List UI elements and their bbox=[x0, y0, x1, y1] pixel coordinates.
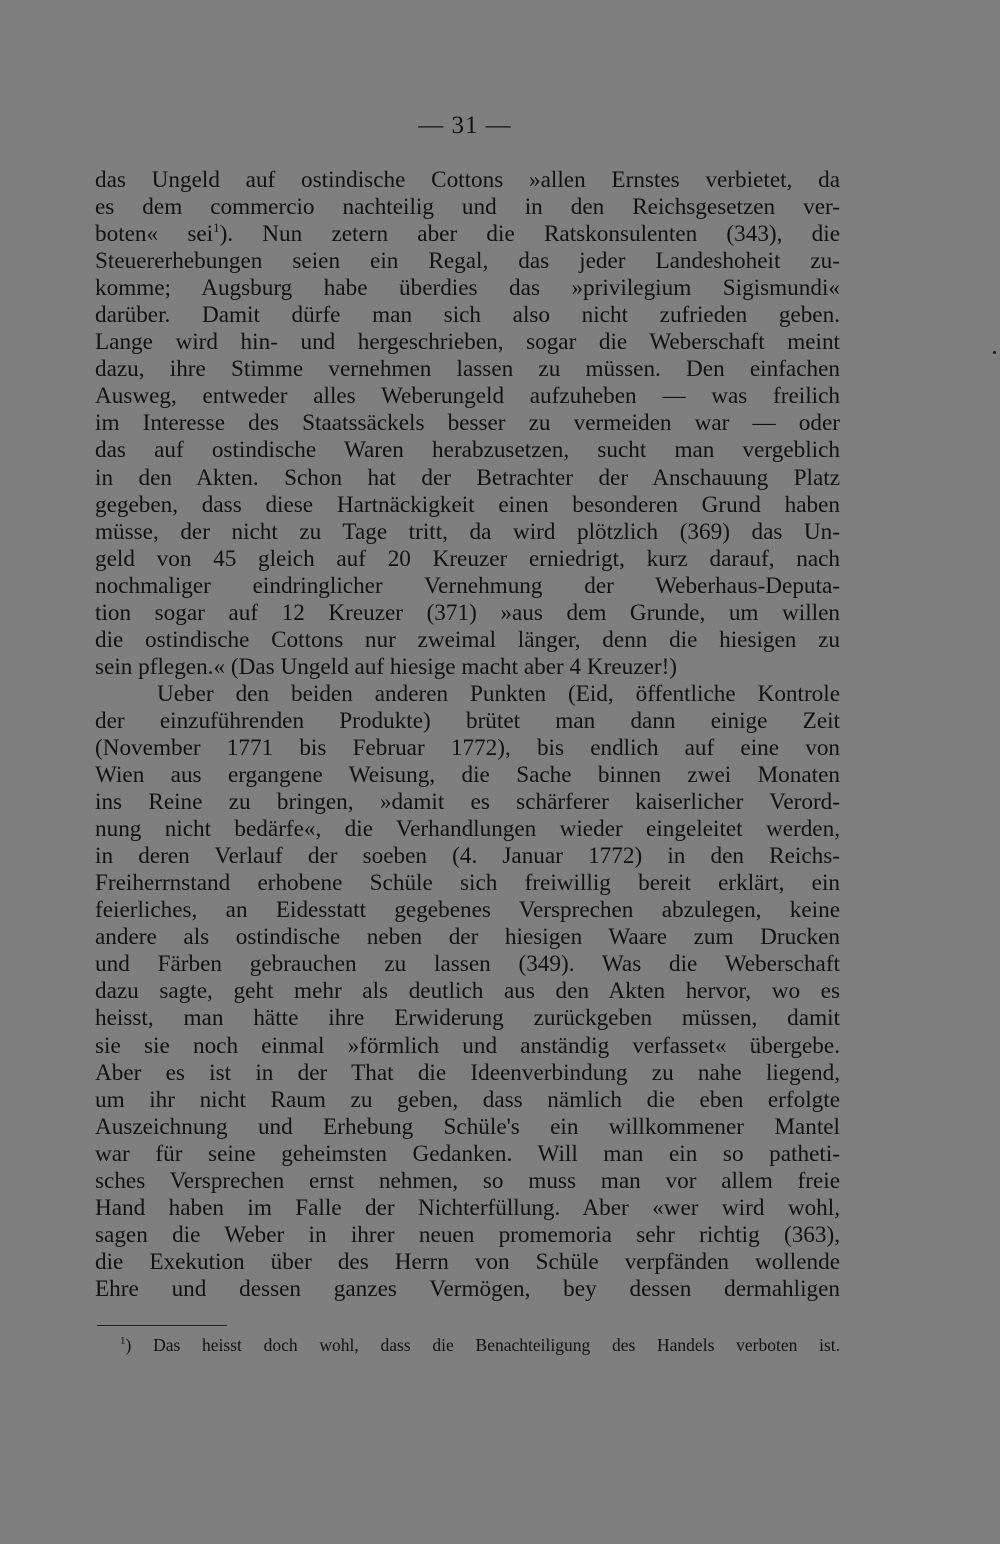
text-line bbox=[95, 1060, 840, 1087]
text-line-content: gegeben, dass diese Hartnäckigkeit einen besonderen Grund haben bbox=[95, 491, 840, 518]
text-line-content: Ueber den beiden anderen Punkten (Eid, öffentliche Kontrole bbox=[157, 680, 840, 707]
text-line-content: im Interesse des Staatssäckels besser zu vermeiden war — oder bbox=[95, 410, 840, 437]
text-line bbox=[95, 248, 840, 275]
text-line-content: nung nicht bedärfe«, die Verhandlungen wieder eingeleitet werden, bbox=[95, 816, 840, 843]
text-line bbox=[95, 654, 840, 681]
text-line-content: sagen die Weber in ihrer neuen promemoria sehr richtig (363), bbox=[95, 1221, 840, 1248]
text-line bbox=[95, 627, 840, 654]
text-line bbox=[95, 1168, 840, 1195]
text-line bbox=[95, 870, 840, 897]
text-line-content: der einzuführenden Produkte) brütet man dann einige Zeit bbox=[95, 707, 840, 734]
footnote-text: ) Das heisst doch wohl, dass die Benachteiligung des Handels verboten ist. bbox=[125, 1335, 840, 1355]
text-line-content: komme; Augsburg habe überdies das »privilegium Sigismundi« bbox=[95, 275, 840, 302]
text-line-content: das auf ostindische Waren herabzusetzen, sucht man vergeblich bbox=[95, 437, 840, 464]
text-line-content: boten« sei bbox=[95, 221, 214, 248]
text-line-content: und Färben gebrauchen zu lassen (349). Was die Weberschaft bbox=[95, 951, 840, 978]
text-line bbox=[95, 789, 840, 816]
text-line bbox=[95, 681, 840, 708]
text-line-content: Ehre und dessen ganzes Vermögen, bey dessen dermahligen bbox=[95, 1275, 840, 1302]
footnote-rule bbox=[97, 1325, 227, 1326]
text-line-content: darüber. Damit dürfe man sich also nicht zufrieden geben. bbox=[95, 302, 840, 329]
text-line bbox=[95, 546, 840, 573]
text-line-content: müsse, der nicht zu Tage tritt, da wird plötzlich (369) das Un- bbox=[95, 518, 840, 545]
text-line-content: in den Akten. Schon hat der Betrachter der Anschauung Platz bbox=[95, 464, 840, 491]
text-line-content: geld von 45 gleich auf 20 Kreuzer erniedrigt, kurz darauf, nach bbox=[95, 545, 840, 572]
text-line-content: (November 1771 bis Februar 1772), bis endlich auf eine von bbox=[95, 734, 840, 761]
text-line bbox=[95, 951, 840, 978]
text-line bbox=[95, 816, 840, 843]
text-line-content: Aber es ist in der That die Ideenverbindung zu nahe liegend, bbox=[95, 1059, 840, 1086]
text-line bbox=[95, 924, 840, 951]
text-line bbox=[95, 383, 840, 410]
text-line-content: Steuererhebungen seien ein Regal, das jeder Landeshoheit zu- bbox=[95, 248, 840, 275]
text-line bbox=[95, 329, 840, 356]
text-line-content: sches Versprechen ernst nehmen, so muss man vor allem freie bbox=[95, 1167, 840, 1194]
text-line bbox=[95, 356, 840, 383]
text-line-content: Wien aus ergangene Weisung, die Sache binnen zwei Monaten bbox=[95, 762, 840, 789]
text-line bbox=[95, 978, 840, 1005]
text-line bbox=[95, 735, 840, 762]
text-line bbox=[95, 410, 840, 437]
text-line-content: ins Reine zu bringen, »damit es schärferer kaiserlicher Verord- bbox=[95, 789, 840, 816]
text-line bbox=[95, 762, 840, 789]
text-line-content: das Ungeld auf ostindische Cottons »allen Ernstes verbietet, da bbox=[95, 167, 840, 193]
text-line bbox=[95, 465, 840, 492]
text-line-content: die ostindische Cottons nur zweimal länger, denn die hiesigen zu bbox=[95, 626, 840, 653]
print-speck bbox=[993, 351, 996, 354]
text-line bbox=[95, 437, 840, 464]
text-line bbox=[95, 492, 840, 519]
text-line-content: feierliches, an Eidesstatt gegebenes Versprechen abzulegen, keine bbox=[95, 897, 840, 924]
text-line-continuation: ). Nun zetern aber die Ratskonsulenten (343), die bbox=[219, 221, 840, 248]
text-line-content: in deren Verlauf der soeben (4. Januar 1772) in den Reichs- bbox=[95, 843, 840, 870]
text-line bbox=[95, 1222, 840, 1249]
text-line-content: um ihr nicht Raum zu geben, dass nämlich die eben erfolgte bbox=[95, 1086, 840, 1113]
text-line-content: dazu, ihre Stimme vernehmen lassen zu müssen. Den einfachen bbox=[95, 356, 840, 383]
footnote-marker: 1 bbox=[120, 1335, 126, 1347]
text-line bbox=[95, 843, 840, 870]
text-line-content: Lange wird hin- und hergeschrieben, sogar die Weberschaft meint bbox=[95, 329, 840, 356]
text-line-content: es dem commercio nachteilig und in den Reichsgesetzen ver- bbox=[95, 194, 840, 221]
page-number: — 31 — bbox=[418, 112, 512, 139]
text-line bbox=[95, 708, 840, 735]
text-line bbox=[95, 167, 840, 194]
footnote bbox=[120, 1333, 840, 1357]
text-line-content: Freiherrnstand erhobene Schüle sich freiwillig bereit erklärt, ein bbox=[95, 870, 840, 897]
text-line bbox=[95, 1005, 840, 1032]
body-text bbox=[95, 167, 840, 1303]
text-line bbox=[95, 519, 840, 546]
text-line bbox=[95, 1141, 840, 1168]
text-line-content: andere als ostindische neben der hiesigen Waare zum Drucken bbox=[95, 924, 840, 951]
text-line bbox=[95, 275, 840, 302]
text-line bbox=[95, 600, 840, 627]
text-line-content: Ausweg, entweder alles Weberungeld aufzuheben — was freilich bbox=[95, 383, 840, 410]
text-line-content: tion sogar auf 12 Kreuzer (371) »aus dem Grunde, um willen bbox=[95, 599, 840, 626]
text-line bbox=[95, 1249, 840, 1276]
text-line bbox=[95, 897, 840, 924]
text-line bbox=[95, 1033, 840, 1060]
text-line bbox=[95, 1087, 840, 1114]
text-line-content: dazu sagte, geht mehr als deutlich aus den Akten hervor, wo es bbox=[95, 978, 840, 1005]
text-line bbox=[95, 1195, 840, 1222]
text-line-content: die Exekution über des Herrn von Schüle verpfänden wollende bbox=[95, 1248, 840, 1275]
text-line bbox=[95, 1276, 840, 1303]
footnote-reference: 1 bbox=[213, 221, 220, 236]
text-line-content: Hand haben im Falle der Nichterfüllung. Aber «wer wird wohl, bbox=[95, 1194, 840, 1221]
text-line-content: heisst, man hätte ihre Erwiderung zurückgeben müssen, damit bbox=[95, 1005, 840, 1032]
text-line-content: sein pflegen.« (Das Ungeld auf hiesige macht aber 4 Kreuzer!) bbox=[95, 653, 678, 680]
text-line-content: Auszeichnung und Erhebung Schüle's ein willkommener Mantel bbox=[95, 1113, 840, 1140]
text-line-content: nochmaliger eindringlicher Vernehmung der Weberhaus-Deputa- bbox=[95, 572, 840, 599]
text-line bbox=[95, 1114, 840, 1141]
text-line bbox=[95, 302, 840, 329]
text-line-content: sie sie noch einmal »förmlich und anständig verfasset« übergebe. bbox=[95, 1032, 840, 1059]
text-line bbox=[95, 194, 840, 221]
text-line bbox=[95, 221, 840, 248]
text-line-content: war für seine geheimsten Gedanken. Will man ein so patheti- bbox=[95, 1140, 840, 1167]
text-line bbox=[95, 573, 840, 600]
